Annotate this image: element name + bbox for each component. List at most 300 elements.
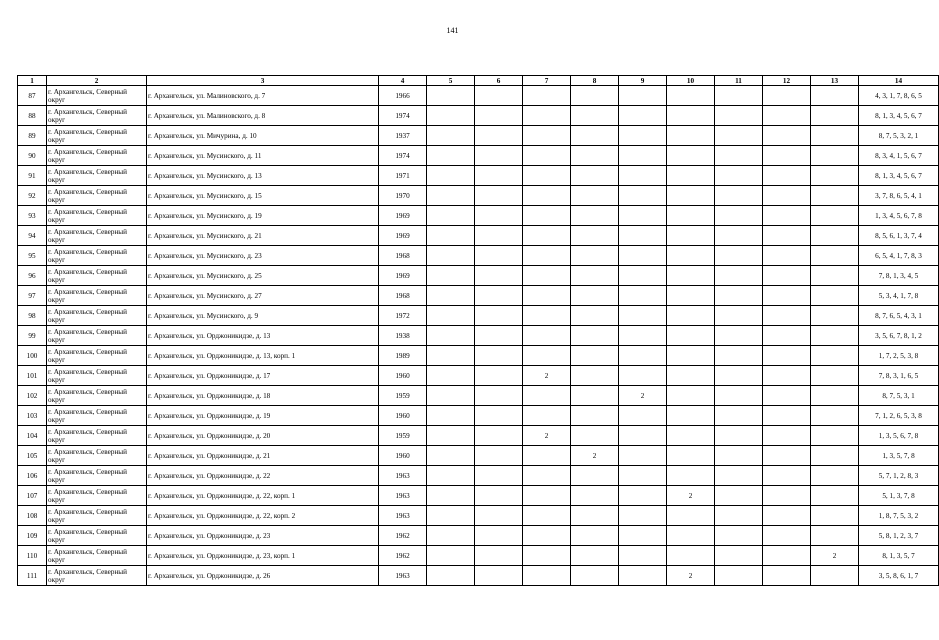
cell-col-5 [427, 426, 475, 446]
address-cell: г. Архангельск, ул. Орджоникидзе, д. 22 [147, 466, 379, 486]
year-cell: 1974 [379, 146, 427, 166]
cell-col-7: 2 [523, 426, 571, 446]
cell-col-8 [571, 386, 619, 406]
cell-col-11 [715, 486, 763, 506]
row-number: 95 [18, 246, 47, 266]
cell-col-11 [715, 126, 763, 146]
cell-col-6 [475, 166, 523, 186]
cell-col-11 [715, 526, 763, 546]
sequence-cell: 8, 7, 5, 3, 2, 1 [859, 126, 939, 146]
cell-col-7 [523, 206, 571, 226]
address-cell: г. Архангельск, ул. Мусинского, д. 21 [147, 226, 379, 246]
cell-col-6 [475, 286, 523, 306]
district-cell: г. Архангельск, Северный округ [47, 246, 147, 266]
sequence-cell: 8, 7, 6, 5, 4, 3, 1 [859, 306, 939, 326]
cell-col-9 [619, 566, 667, 586]
table-row [18, 146, 939, 166]
cell-col-7 [523, 506, 571, 526]
table-row [18, 546, 939, 566]
year-cell: 1963 [379, 486, 427, 506]
table-row [18, 86, 939, 106]
cell-col-12 [763, 166, 811, 186]
cell-col-6 [475, 206, 523, 226]
row-number: 110 [18, 546, 47, 566]
cell-col-10 [667, 306, 715, 326]
district-cell: г. Архангельск, Северный округ [47, 566, 147, 586]
cell-col-9 [619, 406, 667, 426]
cell-col-12 [763, 546, 811, 566]
address-cell: г. Архангельск, ул. Мусинского, д. 9 [147, 306, 379, 326]
column-header-6: 6 [475, 76, 523, 86]
register-table [17, 75, 939, 586]
cell-col-6 [475, 266, 523, 286]
cell-col-11 [715, 146, 763, 166]
year-cell: 1960 [379, 366, 427, 386]
cell-col-9 [619, 86, 667, 106]
row-number: 93 [18, 206, 47, 226]
district-cell: г. Архангельск, Северный округ [47, 506, 147, 526]
cell-col-10 [667, 506, 715, 526]
sequence-cell: 7, 1, 2, 6, 5, 3, 8 [859, 406, 939, 426]
cell-col-6 [475, 126, 523, 146]
cell-col-8 [571, 526, 619, 546]
table-row [18, 526, 939, 546]
district-cell: г. Архангельск, Северный округ [47, 366, 147, 386]
cell-col-6 [475, 186, 523, 206]
cell-col-6 [475, 246, 523, 266]
cell-col-5 [427, 486, 475, 506]
address-cell: г. Архангельск, ул. Орджоникидзе, д. 23 [147, 526, 379, 546]
sequence-cell: 3, 7, 8, 6, 5, 4, 1 [859, 186, 939, 206]
column-header-3: 3 [147, 76, 379, 86]
address-cell: г. Архангельск, ул. Орджоникидзе, д. 18 [147, 386, 379, 406]
district-cell: г. Архангельск, Северный округ [47, 306, 147, 326]
cell-col-13 [811, 166, 859, 186]
cell-col-5 [427, 106, 475, 126]
cell-col-12 [763, 86, 811, 106]
cell-col-5 [427, 326, 475, 346]
cell-col-8: 2 [571, 446, 619, 466]
cell-col-8 [571, 266, 619, 286]
table-row [18, 386, 939, 406]
cell-col-11 [715, 86, 763, 106]
row-number: 102 [18, 386, 47, 406]
cell-col-13 [811, 146, 859, 166]
address-cell: г. Архангельск, ул. Орджоникидзе, д. 23, корп. 1 [147, 546, 379, 566]
cell-col-7 [523, 146, 571, 166]
cell-col-13 [811, 506, 859, 526]
district-cell: г. Архангельск, Северный округ [47, 126, 147, 146]
cell-col-8 [571, 486, 619, 506]
cell-col-11 [715, 166, 763, 186]
cell-col-13 [811, 366, 859, 386]
row-number: 105 [18, 446, 47, 466]
cell-col-12 [763, 466, 811, 486]
cell-col-13 [811, 126, 859, 146]
cell-col-7 [523, 226, 571, 246]
year-cell: 1970 [379, 186, 427, 206]
row-number: 104 [18, 426, 47, 446]
row-number: 99 [18, 326, 47, 346]
year-cell: 1938 [379, 326, 427, 346]
cell-col-13 [811, 266, 859, 286]
cell-col-7 [523, 326, 571, 346]
address-cell: г. Архангельск, ул. Мусинского, д. 23 [147, 246, 379, 266]
cell-col-11 [715, 246, 763, 266]
cell-col-5 [427, 166, 475, 186]
cell-col-8 [571, 86, 619, 106]
sequence-cell: 1, 3, 4, 5, 6, 7, 8 [859, 206, 939, 226]
cell-col-9 [619, 226, 667, 246]
cell-col-9 [619, 206, 667, 226]
cell-col-6 [475, 226, 523, 246]
cell-col-11 [715, 326, 763, 346]
cell-col-5 [427, 186, 475, 206]
table-row [18, 306, 939, 326]
address-cell: г. Архангельск, ул. Мусинского, д. 15 [147, 186, 379, 206]
cell-col-6 [475, 446, 523, 466]
cell-col-12 [763, 226, 811, 246]
row-number: 90 [18, 146, 47, 166]
address-cell: г. Архангельск, ул. Мусинского, д. 19 [147, 206, 379, 226]
cell-col-7 [523, 566, 571, 586]
cell-col-12 [763, 126, 811, 146]
cell-col-11 [715, 286, 763, 306]
cell-col-9 [619, 426, 667, 446]
cell-col-11 [715, 446, 763, 466]
table-row [18, 426, 939, 446]
district-cell: г. Архангельск, Северный округ [47, 206, 147, 226]
column-header-2: 2 [47, 76, 147, 86]
year-cell: 1959 [379, 386, 427, 406]
table-row [18, 326, 939, 346]
cell-col-9 [619, 506, 667, 526]
cell-col-11 [715, 466, 763, 486]
cell-col-7: 2 [523, 366, 571, 386]
row-number: 106 [18, 466, 47, 486]
cell-col-10 [667, 546, 715, 566]
row-number: 111 [18, 566, 47, 586]
cell-col-11 [715, 266, 763, 286]
cell-col-12 [763, 426, 811, 446]
cell-col-6 [475, 386, 523, 406]
cell-col-7 [523, 286, 571, 306]
cell-col-13 [811, 486, 859, 506]
cell-col-12 [763, 506, 811, 526]
cell-col-7 [523, 306, 571, 326]
cell-col-13 [811, 226, 859, 246]
cell-col-12 [763, 326, 811, 346]
cell-col-11 [715, 106, 763, 126]
cell-col-9: 2 [619, 386, 667, 406]
cell-col-5 [427, 446, 475, 466]
column-header-4: 4 [379, 76, 427, 86]
district-cell: г. Архангельск, Северный округ [47, 146, 147, 166]
district-cell: г. Архангельск, Северный округ [47, 486, 147, 506]
cell-col-12 [763, 526, 811, 546]
cell-col-13 [811, 246, 859, 266]
address-cell: г. Архангельск, ул. Мусинского, д. 25 [147, 266, 379, 286]
header-row [18, 76, 939, 86]
cell-col-13 [811, 426, 859, 446]
cell-col-11 [715, 186, 763, 206]
cell-col-11 [715, 506, 763, 526]
cell-col-12 [763, 446, 811, 466]
cell-col-5 [427, 266, 475, 286]
cell-col-10 [667, 186, 715, 206]
table-row [18, 286, 939, 306]
district-cell: г. Архангельск, Северный округ [47, 286, 147, 306]
address-cell: г. Архангельск, ул. Орджоникидзе, д. 13, корп. 1 [147, 346, 379, 366]
cell-col-8 [571, 106, 619, 126]
sequence-cell: 1, 3, 5, 6, 7, 8 [859, 426, 939, 446]
cell-col-9 [619, 146, 667, 166]
cell-col-10: 2 [667, 566, 715, 586]
cell-col-11 [715, 366, 763, 386]
cell-col-8 [571, 566, 619, 586]
cell-col-11 [715, 406, 763, 426]
address-cell: г. Архангельск, ул. Мусинского, д. 11 [147, 146, 379, 166]
column-header-7: 7 [523, 76, 571, 86]
row-number: 98 [18, 306, 47, 326]
year-cell: 1963 [379, 506, 427, 526]
column-header-5: 5 [427, 76, 475, 86]
year-cell: 1989 [379, 346, 427, 366]
cell-col-12 [763, 246, 811, 266]
cell-col-8 [571, 286, 619, 306]
cell-col-8 [571, 126, 619, 146]
year-cell: 1966 [379, 86, 427, 106]
cell-col-13 [811, 466, 859, 486]
year-cell: 1968 [379, 246, 427, 266]
cell-col-8 [571, 306, 619, 326]
district-cell: г. Архангельск, Северный округ [47, 406, 147, 426]
address-cell: г. Архангельск, ул. Мичурина, д. 10 [147, 126, 379, 146]
cell-col-9 [619, 246, 667, 266]
sequence-cell: 4, 3, 1, 7, 8, 6, 5 [859, 86, 939, 106]
year-cell: 1971 [379, 166, 427, 186]
district-cell: г. Архангельск, Северный округ [47, 426, 147, 446]
cell-col-8 [571, 346, 619, 366]
cell-col-11 [715, 226, 763, 246]
cell-col-7 [523, 406, 571, 426]
sequence-cell: 5, 1, 3, 7, 8 [859, 486, 939, 506]
address-cell: г. Архангельск, ул. Орджоникидзе, д. 21 [147, 446, 379, 466]
cell-col-7 [523, 346, 571, 366]
table-row [18, 566, 939, 586]
cell-col-13 [811, 206, 859, 226]
cell-col-9 [619, 106, 667, 126]
sequence-cell: 5, 7, 1, 2, 8, 3 [859, 466, 939, 486]
district-cell: г. Архангельск, Северный округ [47, 326, 147, 346]
column-header-14: 14 [859, 76, 939, 86]
table-row [18, 106, 939, 126]
district-cell: г. Архангельск, Северный округ [47, 546, 147, 566]
cell-col-12 [763, 266, 811, 286]
year-cell: 1937 [379, 126, 427, 146]
district-cell: г. Архангельск, Северный округ [47, 466, 147, 486]
cell-col-12 [763, 346, 811, 366]
cell-col-8 [571, 326, 619, 346]
sequence-cell: 1, 3, 5, 7, 8 [859, 446, 939, 466]
cell-col-9 [619, 526, 667, 546]
cell-col-13 [811, 106, 859, 126]
cell-col-5 [427, 566, 475, 586]
address-cell: г. Архангельск, ул. Малиновского, д. 7 [147, 86, 379, 106]
sequence-cell: 8, 5, 6, 1, 3, 7, 4 [859, 226, 939, 246]
cell-col-13 [811, 186, 859, 206]
cell-col-6 [475, 86, 523, 106]
district-cell: г. Архангельск, Северный округ [47, 226, 147, 246]
column-header-10: 10 [667, 76, 715, 86]
cell-col-8 [571, 506, 619, 526]
cell-col-10 [667, 446, 715, 466]
district-cell: г. Архангельск, Северный округ [47, 526, 147, 546]
row-number: 91 [18, 166, 47, 186]
cell-col-8 [571, 406, 619, 426]
cell-col-9 [619, 286, 667, 306]
cell-col-5 [427, 366, 475, 386]
year-cell: 1969 [379, 226, 427, 246]
cell-col-10 [667, 406, 715, 426]
district-cell: г. Архангельск, Северный округ [47, 346, 147, 366]
cell-col-5 [427, 286, 475, 306]
cell-col-9 [619, 366, 667, 386]
table-row [18, 166, 939, 186]
cell-col-7 [523, 86, 571, 106]
cell-col-13 [811, 346, 859, 366]
cell-col-8 [571, 166, 619, 186]
cell-col-11 [715, 546, 763, 566]
cell-col-6 [475, 526, 523, 546]
table-row [18, 466, 939, 486]
district-cell: г. Архангельск, Северный округ [47, 86, 147, 106]
cell-col-8 [571, 246, 619, 266]
sequence-cell: 8, 1, 3, 4, 5, 6, 7 [859, 166, 939, 186]
cell-col-6 [475, 426, 523, 446]
year-cell: 1963 [379, 466, 427, 486]
row-number: 108 [18, 506, 47, 526]
cell-col-5 [427, 346, 475, 366]
cell-col-9 [619, 466, 667, 486]
sequence-cell: 6, 5, 4, 1, 7, 8, 3 [859, 246, 939, 266]
cell-col-6 [475, 566, 523, 586]
table-row [18, 126, 939, 146]
cell-col-12 [763, 306, 811, 326]
year-cell: 1960 [379, 446, 427, 466]
column-header-13: 13 [811, 76, 859, 86]
address-cell: г. Архангельск, ул. Орджоникидзе, д. 13 [147, 326, 379, 346]
sequence-cell: 3, 5, 8, 6, 1, 7 [859, 566, 939, 586]
table-row [18, 486, 939, 506]
cell-col-6 [475, 546, 523, 566]
cell-col-10 [667, 466, 715, 486]
column-header-9: 9 [619, 76, 667, 86]
cell-col-10 [667, 526, 715, 546]
cell-col-5 [427, 206, 475, 226]
cell-col-10 [667, 366, 715, 386]
year-cell: 1974 [379, 106, 427, 126]
cell-col-13 [811, 566, 859, 586]
cell-col-5 [427, 126, 475, 146]
table-row [18, 506, 939, 526]
cell-col-13 [811, 326, 859, 346]
cell-col-5 [427, 406, 475, 426]
cell-col-13 [811, 406, 859, 426]
district-cell: г. Архангельск, Северный округ [47, 266, 147, 286]
year-cell: 1962 [379, 546, 427, 566]
cell-col-6 [475, 326, 523, 346]
cell-col-10 [667, 266, 715, 286]
cell-col-12 [763, 106, 811, 126]
cell-col-5 [427, 146, 475, 166]
cell-col-12 [763, 146, 811, 166]
district-cell: г. Архангельск, Северный округ [47, 106, 147, 126]
cell-col-5 [427, 526, 475, 546]
table-row [18, 186, 939, 206]
cell-col-10 [667, 426, 715, 446]
cell-col-13 [811, 446, 859, 466]
cell-col-10 [667, 346, 715, 366]
cell-col-7 [523, 266, 571, 286]
cell-col-7 [523, 126, 571, 146]
address-cell: г. Архангельск, ул. Орджоникидзе, д. 19 [147, 406, 379, 426]
cell-col-8 [571, 546, 619, 566]
table-row [18, 406, 939, 426]
sequence-cell: 1, 8, 7, 5, 3, 2 [859, 506, 939, 526]
sequence-cell: 5, 8, 1, 2, 3, 7 [859, 526, 939, 546]
cell-col-9 [619, 306, 667, 326]
address-cell: г. Архангельск, ул. Орджоникидзе, д. 22, корп. 2 [147, 506, 379, 526]
cell-col-5 [427, 466, 475, 486]
cell-col-9 [619, 126, 667, 146]
cell-col-10 [667, 206, 715, 226]
cell-col-6 [475, 346, 523, 366]
cell-col-12 [763, 406, 811, 426]
cell-col-6 [475, 506, 523, 526]
cell-col-8 [571, 426, 619, 446]
column-header-8: 8 [571, 76, 619, 86]
cell-col-9 [619, 186, 667, 206]
cell-col-10: 2 [667, 486, 715, 506]
row-number: 94 [18, 226, 47, 246]
cell-col-12 [763, 386, 811, 406]
column-header-12: 12 [763, 76, 811, 86]
address-cell: г. Архангельск, ул. Орджоникидзе, д. 17 [147, 366, 379, 386]
cell-col-5 [427, 306, 475, 326]
cell-col-9 [619, 326, 667, 346]
table-row [18, 246, 939, 266]
table-row [18, 266, 939, 286]
cell-col-9 [619, 486, 667, 506]
sequence-cell: 1, 7, 2, 5, 3, 8 [859, 346, 939, 366]
district-cell: г. Архангельск, Северный округ [47, 166, 147, 186]
cell-col-7 [523, 246, 571, 266]
sequence-cell: 7, 8, 3, 1, 6, 5 [859, 366, 939, 386]
cell-col-6 [475, 466, 523, 486]
cell-col-9 [619, 446, 667, 466]
cell-col-10 [667, 86, 715, 106]
sequence-cell: 5, 3, 4, 1, 7, 8 [859, 286, 939, 306]
cell-col-9 [619, 166, 667, 186]
year-cell: 1963 [379, 566, 427, 586]
cell-col-10 [667, 226, 715, 246]
cell-col-6 [475, 146, 523, 166]
cell-col-7 [523, 466, 571, 486]
district-cell: г. Архангельск, Северный округ [47, 386, 147, 406]
cell-col-5 [427, 86, 475, 106]
table-row [18, 226, 939, 246]
